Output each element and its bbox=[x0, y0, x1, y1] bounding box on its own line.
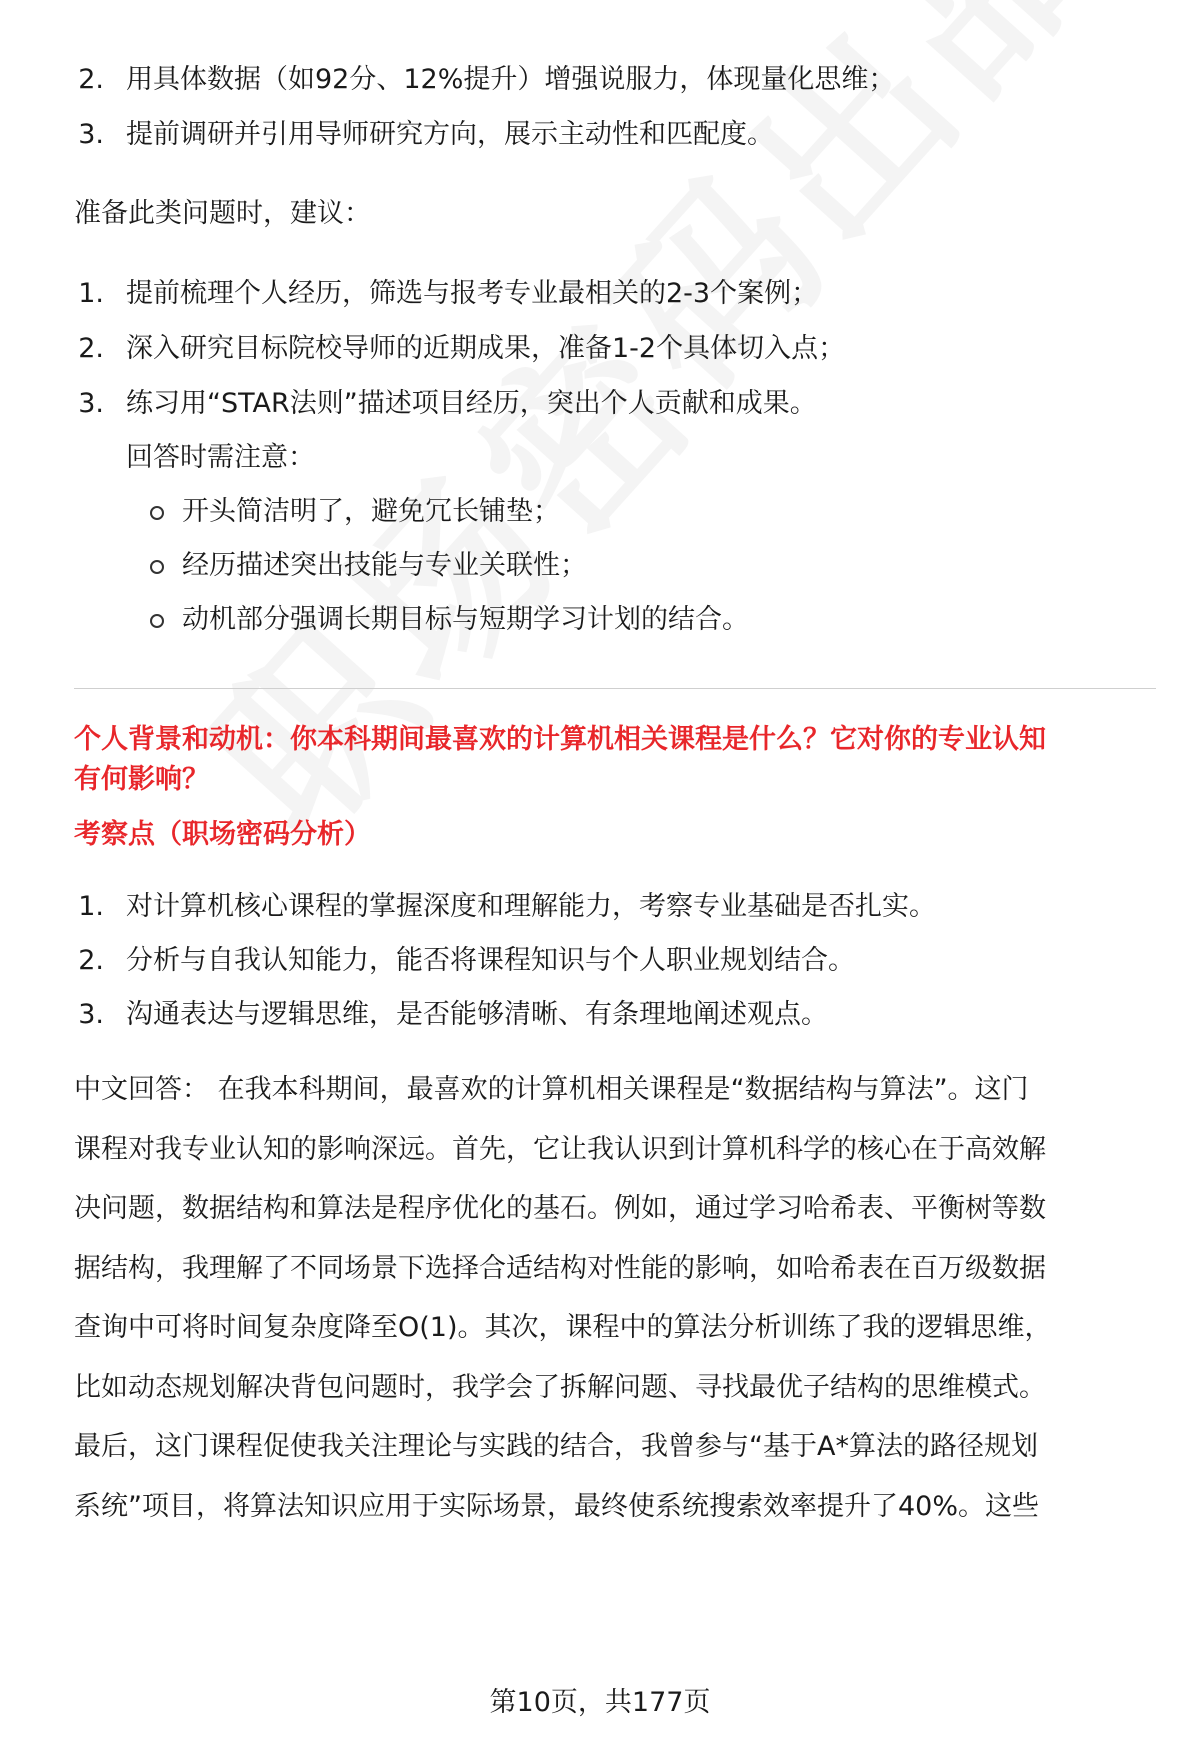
answer-paragraph: 中文回答： 在我本科期间，最喜欢的计算机相关课程是“数据结构与算法”。这门 课程对我专业认知的影响深远。首先，它让我认识到计算机科学的核心在于高效解 决问题，数据结构和算法是程序优化的基石。例如，通过学习哈希表、平衡树等数 据结构，我理解了不同场景下选择合适结构对性能的影响，如哈希表在百万级数据 查询中可将时间复杂度降至O(1)。其次，课程中的算法分析训练了我的逻辑思维， 比如动态规划解决背包问题时，我学会了拆解问题、寻找最优子结构的思维模式。 最后，这门课程促使我关注理论与实践的结合，我曾参与“基于A*算法的路径规划 系统”项目，将算法知识应用于实际场景，最终使系统搜索效率提升了40%。这些 bbox=[74, 1074, 1052, 1522]
circle-bullet-icon bbox=[150, 506, 164, 520]
section-divider bbox=[74, 688, 1156, 689]
page-number: 第10页，共177页 bbox=[489, 1687, 711, 1718]
prep-intro: 准备此类问题时，建议： bbox=[74, 198, 371, 229]
circle-bullet-icon bbox=[150, 560, 164, 574]
question-heading: 个人背景和动机：你本科期间最喜欢的计算机相关课程是什么？它对你的专业认知 有何影响？ bbox=[74, 724, 1046, 795]
exam-points-title: 考察点（职场密码分析） bbox=[74, 819, 371, 850]
circle-bullet-icon bbox=[150, 614, 164, 628]
answer-note: 回答时需注意： bbox=[126, 442, 315, 473]
